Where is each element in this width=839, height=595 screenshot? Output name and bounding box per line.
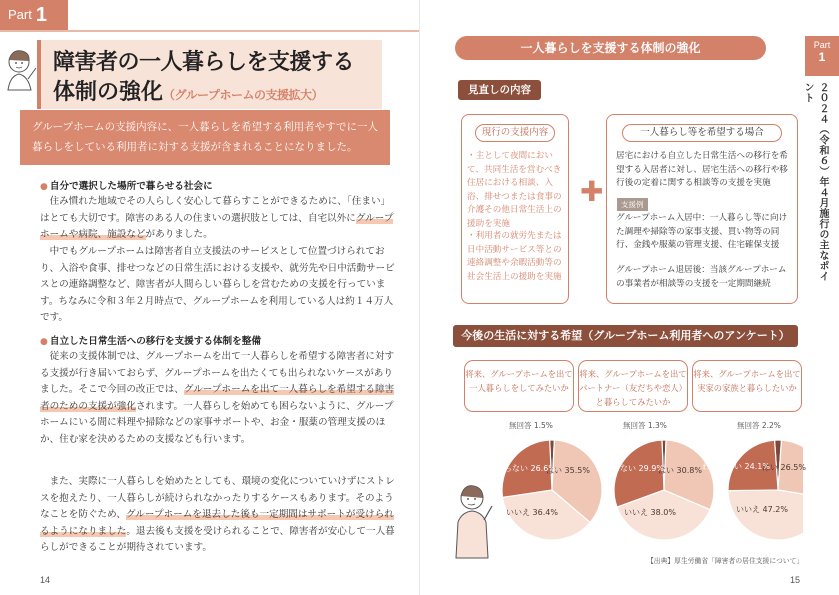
part-side-label: Part	[813, 40, 831, 50]
p3-text-b: されます。一人暮らしを始めても困らないように、グループホームにいる間に料理や掃除などの家事サポートや、お金・服薬の管理支援のほか、住む家を決めるための支援なども行います。	[40, 400, 394, 445]
survey-pie-charts	[453, 420, 803, 550]
pie1-yes-label: はい 35.5%	[546, 466, 590, 475]
page-title-line2	[53, 75, 323, 106]
part-side-tab	[805, 36, 839, 76]
question-bubble-1: 将来、グループホームを出て一人暮らしをしてみたいか	[464, 360, 574, 412]
section-heading-1	[40, 178, 213, 192]
pie1-no-label: いいえ 36.4%	[506, 508, 558, 517]
hope-title: 一人暮らし等を希望する場合	[622, 124, 782, 142]
pie2-noanswer-label: 無回答 1.3%	[623, 421, 667, 430]
hope-text: 居宅における自立した日常生活への移行を希望する入居者に対し、居宅生活への移行や移行後の定着に関する相談等の支援を実施	[616, 151, 788, 188]
pie3-dontknow-label: わからない 24.1%	[702, 462, 770, 471]
example-label: 支援例	[617, 198, 648, 211]
pie2-dontknow-label: わからない 29.9%	[596, 464, 664, 473]
page-gutter	[419, 0, 420, 595]
header-rule	[0, 30, 419, 32]
p3-text-a: 従来の支援体制では、グループホームを出て一人暮らしを希望する障害者に対する支援が行き届いておらず、グループホームを出たくても出られないケースがありました。そこで今回の改正では、	[40, 351, 395, 396]
lead-text: グループホームの支援内容に、一人暮らしを希望する利用者やすでに一人暮らしをしている利用者に対する支援が含まれることになりました。	[32, 121, 378, 153]
paragraph-4	[40, 474, 398, 557]
current-support-title: 現行の支援内容	[475, 124, 555, 142]
page-title-main: 体制の強化	[53, 80, 164, 105]
page-title-line1: 障害者の一人暮らしを支援する	[53, 50, 355, 75]
p3-highlight: グループホームを出て一人暮らしを希望する障害者のための支援が強化	[40, 384, 395, 412]
bullet-dot-icon: ●	[40, 182, 48, 192]
plus-icon: ✚	[580, 175, 604, 208]
paragraph-1	[40, 194, 398, 244]
bullet-dot-icon: ●	[40, 337, 48, 347]
page-number-right: 15	[790, 575, 801, 585]
pie1-noanswer-label: 無回答 1.5%	[509, 421, 553, 430]
part-side-number: 1	[818, 50, 826, 64]
p1-text-a: 住み慣れた地域でその人らしく安心して暮らすことができるために、「住まい」はとても大切です。障害のある人の住まいの選択肢としては、自宅以外に	[40, 196, 391, 224]
pie3-yes-label: はい 26.5%	[762, 463, 806, 472]
person-pointing-illustration	[450, 480, 494, 560]
p4-text-b: 。退去後も支援を受けられることで、障害者が安心して一人暮らしができることが期待されています。	[40, 525, 395, 554]
section-heading-2-text: 自立した日常生活への移行を支援する体制を整備	[49, 336, 261, 347]
paragraph-2: 中でもグループホームは障害者自立支援法のサービスとして位置づけられており、入浴や食事、排せつなどの日常生活における支援や、就労先や日中活動サービスとの連絡調整など、障害者が人間らしい暮らしを営むための支援を行っています。ちなみに令和３年２月時点で、グループホームを利用している人は約１４万人です。	[40, 246, 395, 324]
pie2-yes-label: はい 30.8%	[658, 466, 702, 475]
review-label: 見直しの内容	[458, 80, 541, 100]
right-page-header: 一人暮らしを支援する体制の強化	[455, 36, 766, 60]
side-vertical-text: ２０２４（令和６）年４月施行の主なポイント	[802, 82, 828, 282]
p1-text-b: がありました。	[145, 229, 213, 241]
pie3-slice-no	[728, 490, 803, 540]
title-box	[37, 40, 382, 109]
page-number-left: 14	[40, 575, 51, 585]
current-item-2: ・利用者の就労先または日中活動サービス等との連絡調整や余暇活動等の社会生活上の援助を実施	[467, 231, 562, 282]
part-tab-label: Part	[8, 7, 32, 22]
p1-highlight: グループホームや病院、施設など	[40, 212, 394, 241]
section-heading-1-text: 自分で選択した場所で暮らせる社会に	[49, 181, 213, 192]
page-title-sub: （グループホームの支援拡大）	[163, 88, 324, 102]
person-illustration	[4, 46, 38, 106]
survey-banner: 今後の生活に対する希望（グループホーム利用者へのアンケート）	[453, 325, 798, 347]
current-item-1: ・主として夜間において、共同生活を営むべき住居における相談、入浴、排せつまたは食事の介護その他日常生活上の援助を実施	[467, 151, 562, 229]
example-2: グループホーム退居後：当該グループホームの事業者が相談等の支援を一定期間継続	[616, 265, 787, 289]
pie3-no-label: いいえ 47.2%	[736, 505, 788, 514]
pie1-dontknow-label: わからない 26.6%	[488, 464, 556, 473]
p4-text-a: また、実際に一人暮らしを始めたとしても、環境の変化についていけずにストレスを抱えたり、一人暮らしが続けられなかったりするケースもあります。そのようなことを防ぐため、	[40, 476, 395, 521]
p4-highlight: グループホームを退去した後も一定期間はサポートが受けられるようになりました	[40, 509, 394, 537]
section-heading-2	[40, 333, 261, 347]
pie2-no-label: いいえ 38.0%	[624, 508, 676, 517]
part-tab-number: 1	[35, 4, 47, 26]
lead-banner	[20, 110, 390, 165]
example-1: グループホーム入居中：一人暮らし等に向けた調理や掃除等の家事支援、買い物等の同行、金銭や服薬の管理支援、住宅確保支援	[616, 213, 788, 250]
question-bubble-3: 将来、グループホームを出て実家の家族と暮らしたいか	[692, 360, 802, 412]
question-bubble-2: 将来、グループホームを出てパートナー（友だちや恋人）と暮らしてみたいか	[578, 360, 688, 412]
source-note: 【出典】厚生労働省「障害者の居住支援について」	[647, 557, 804, 565]
paragraph-3	[40, 349, 398, 449]
part-tab	[0, 0, 68, 30]
pie3-noanswer-label: 無回答 2.2%	[737, 421, 781, 430]
